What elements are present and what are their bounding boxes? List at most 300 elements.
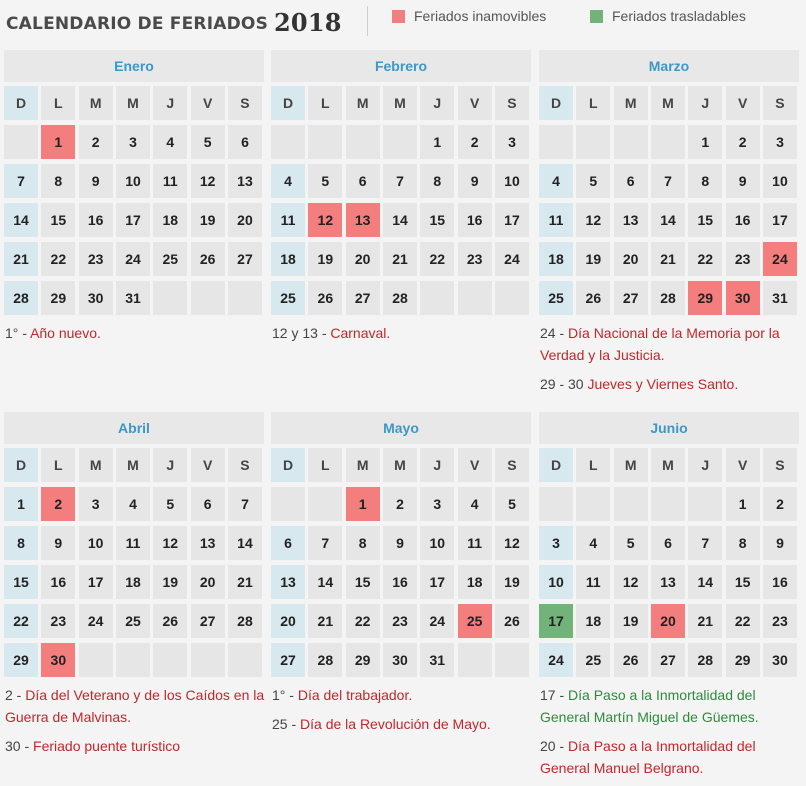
day-cell: 17	[116, 203, 150, 237]
day-cell: 28	[651, 281, 685, 315]
day-cell: 9	[383, 526, 417, 560]
holiday-day: 29	[688, 281, 722, 315]
day-cell: 11	[539, 203, 573, 237]
day-cell: 8	[420, 164, 454, 198]
legend-label: Feriados inamovibles	[414, 8, 547, 24]
empty-cell	[495, 643, 529, 677]
day-cell: 7	[228, 487, 262, 521]
weekday-header: S	[228, 448, 262, 482]
day-cell: 4	[458, 487, 492, 521]
note-text: Día del trabajador.	[297, 687, 413, 703]
day-cell: 21	[383, 242, 417, 276]
weekday-header: D	[271, 86, 305, 120]
day-cell: 14	[228, 526, 262, 560]
day-cell: 5	[308, 164, 342, 198]
day-cell: 15	[346, 565, 380, 599]
weekday-header: M	[614, 448, 648, 482]
day-cell: 8	[726, 526, 760, 560]
day-cell: 2	[383, 487, 417, 521]
day-cell: 29	[41, 281, 75, 315]
day-cell: 8	[41, 164, 75, 198]
holiday-day: 30	[41, 643, 75, 677]
day-cell: 11	[116, 526, 150, 560]
note-date: 1° -	[5, 325, 31, 341]
day-cell: 1	[688, 125, 722, 159]
month-title: Mayo	[271, 412, 531, 444]
weekday-header: S	[495, 86, 529, 120]
weekday-header: L	[308, 86, 342, 120]
month-abril	[4, 412, 264, 677]
empty-cell	[576, 487, 610, 521]
day-cell: 6	[651, 526, 685, 560]
day-cell: 13	[614, 203, 648, 237]
weekday-header: D	[271, 448, 305, 482]
empty-cell	[228, 281, 262, 315]
weekday-header: J	[688, 448, 722, 482]
empty-cell	[458, 643, 492, 677]
day-cell: 18	[458, 565, 492, 599]
weekday-header: M	[651, 448, 685, 482]
legend-inamovibles	[392, 8, 546, 24]
holiday-note	[540, 684, 804, 728]
weekday-header: J	[153, 86, 187, 120]
day-cell: 7	[688, 526, 722, 560]
day-cell: 8	[4, 526, 38, 560]
weekday-header: S	[495, 448, 529, 482]
empty-cell	[153, 281, 187, 315]
weekday-header: S	[763, 86, 797, 120]
note-text: Día del Veterano y de los Caídos en la Guerra de Malvinas.	[5, 687, 265, 725]
note-text: Carnaval.	[330, 325, 391, 341]
day-cell: 15	[4, 565, 38, 599]
day-cell: 5	[153, 487, 187, 521]
weekday-header: D	[4, 448, 38, 482]
day-cell: 27	[228, 242, 262, 276]
empty-cell	[191, 643, 225, 677]
note-date: 25 -	[272, 716, 301, 732]
month-title: Febrero	[271, 50, 531, 82]
weekday-header: V	[458, 448, 492, 482]
month-grid	[539, 86, 799, 315]
day-cell: 18	[539, 242, 573, 276]
day-cell: 30	[763, 643, 797, 677]
weekday-header: L	[308, 448, 342, 482]
holiday-note	[272, 684, 536, 706]
day-cell: 29	[4, 643, 38, 677]
month-grid	[539, 448, 799, 677]
weekday-header: D	[4, 86, 38, 120]
day-cell: 3	[420, 487, 454, 521]
empty-cell	[308, 487, 342, 521]
holiday-note	[540, 322, 804, 366]
day-cell: 21	[228, 565, 262, 599]
day-cell: 25	[271, 281, 305, 315]
header	[0, 0, 806, 44]
day-cell: 4	[271, 164, 305, 198]
day-cell: 4	[576, 526, 610, 560]
day-cell: 31	[763, 281, 797, 315]
holiday-note	[5, 735, 269, 757]
weekday-header: L	[576, 86, 610, 120]
day-cell: 12	[191, 164, 225, 198]
day-cell: 18	[576, 604, 610, 638]
day-cell: 9	[726, 164, 760, 198]
day-cell: 14	[688, 565, 722, 599]
empty-cell	[191, 281, 225, 315]
weekday-header: V	[726, 448, 760, 482]
holiday-day: 1	[346, 487, 380, 521]
day-cell: 16	[79, 203, 113, 237]
empty-cell	[228, 643, 262, 677]
month-grid	[271, 86, 531, 315]
day-cell: 31	[420, 643, 454, 677]
empty-cell	[116, 643, 150, 677]
day-cell: 22	[688, 242, 722, 276]
day-cell: 21	[688, 604, 722, 638]
empty-cell	[458, 281, 492, 315]
day-cell: 12	[614, 565, 648, 599]
note-text: Día Paso a la Inmortalidad del General Martín Miguel de Güemes.	[540, 687, 759, 725]
day-cell: 29	[726, 643, 760, 677]
note-date: 1° -	[272, 687, 298, 703]
weekday-header: J	[420, 448, 454, 482]
day-cell: 5	[191, 125, 225, 159]
day-cell: 3	[79, 487, 113, 521]
day-cell: 6	[346, 164, 380, 198]
weekday-header: M	[79, 86, 113, 120]
day-cell: 9	[79, 164, 113, 198]
weekday-header: J	[420, 86, 454, 120]
holiday-day: 1	[41, 125, 75, 159]
title-text: CALENDARIO DE FERIADOS	[6, 14, 269, 34]
month-enero	[4, 50, 264, 315]
holiday-note	[5, 322, 269, 344]
holiday-notes	[272, 322, 536, 351]
empty-cell	[420, 281, 454, 315]
day-cell: 19	[153, 565, 187, 599]
month-junio	[539, 412, 799, 677]
day-cell: 2	[726, 125, 760, 159]
legend-label: Feriados trasladables	[612, 8, 746, 24]
day-cell: 21	[651, 242, 685, 276]
weekday-header: M	[116, 448, 150, 482]
day-cell: 17	[79, 565, 113, 599]
holiday-day: 30	[726, 281, 760, 315]
holiday-day: 12	[308, 203, 342, 237]
holiday-day: 24	[763, 242, 797, 276]
day-cell: 10	[495, 164, 529, 198]
empty-cell	[576, 125, 610, 159]
day-cell: 21	[308, 604, 342, 638]
day-cell: 5	[614, 526, 648, 560]
day-cell: 15	[726, 565, 760, 599]
day-cell: 11	[576, 565, 610, 599]
weekday-header: L	[41, 448, 75, 482]
day-cell: 18	[271, 242, 305, 276]
day-cell: 11	[153, 164, 187, 198]
note-date: 12 y 13 -	[272, 325, 331, 341]
month-grid	[271, 448, 531, 677]
day-cell: 7	[4, 164, 38, 198]
day-cell: 16	[763, 565, 797, 599]
note-date: 20 -	[540, 738, 569, 754]
day-cell: 20	[271, 604, 305, 638]
note-date: 30 -	[5, 738, 34, 754]
day-cell: 3	[495, 125, 529, 159]
weekday-header: V	[191, 448, 225, 482]
empty-cell	[308, 125, 342, 159]
holiday-notes	[540, 322, 804, 402]
day-cell: 11	[458, 526, 492, 560]
note-text: Feriado puente turístico	[33, 738, 181, 754]
day-cell: 13	[191, 526, 225, 560]
day-cell: 26	[614, 643, 648, 677]
day-cell: 24	[116, 242, 150, 276]
day-cell: 29	[346, 643, 380, 677]
weekday-header: M	[79, 448, 113, 482]
month-grid	[4, 86, 264, 315]
day-cell: 21	[4, 242, 38, 276]
day-cell: 27	[346, 281, 380, 315]
day-cell: 23	[763, 604, 797, 638]
day-cell: 23	[726, 242, 760, 276]
day-cell: 14	[651, 203, 685, 237]
note-date: 29 - 30	[540, 376, 588, 392]
day-cell: 9	[763, 526, 797, 560]
month-title: Enero	[4, 50, 264, 82]
empty-cell	[614, 125, 648, 159]
day-cell: 19	[495, 565, 529, 599]
day-cell: 6	[191, 487, 225, 521]
empty-cell	[271, 125, 305, 159]
empty-cell	[539, 125, 573, 159]
weekday-header: V	[458, 86, 492, 120]
month-mayo	[271, 412, 531, 677]
holiday-notes	[5, 684, 269, 764]
day-cell: 17	[420, 565, 454, 599]
empty-cell	[539, 487, 573, 521]
note-text: Jueves y Viernes Santo.	[587, 376, 739, 392]
day-cell: 15	[420, 203, 454, 237]
day-cell: 24	[79, 604, 113, 638]
note-date: 2 -	[5, 687, 26, 703]
holiday-notes	[272, 684, 536, 742]
day-cell: 28	[688, 643, 722, 677]
header-divider	[367, 6, 368, 36]
month-title: Junio	[539, 412, 799, 444]
month-marzo	[539, 50, 799, 315]
month-title: Abril	[4, 412, 264, 444]
month-grid	[4, 448, 264, 677]
empty-cell	[271, 487, 305, 521]
day-cell: 25	[116, 604, 150, 638]
day-cell: 14	[383, 203, 417, 237]
day-cell: 20	[346, 242, 380, 276]
weekday-header: S	[228, 86, 262, 120]
day-cell: 6	[228, 125, 262, 159]
day-cell: 10	[420, 526, 454, 560]
day-cell: 27	[614, 281, 648, 315]
day-cell: 11	[271, 203, 305, 237]
empty-cell	[346, 125, 380, 159]
empty-cell	[4, 125, 38, 159]
note-text: Día Paso a la Inmortalidad del General Manuel Belgrano.	[540, 738, 756, 776]
day-cell: 8	[346, 526, 380, 560]
day-cell: 16	[458, 203, 492, 237]
day-cell: 30	[79, 281, 113, 315]
day-cell: 18	[116, 565, 150, 599]
day-cell: 25	[153, 242, 187, 276]
day-cell: 15	[688, 203, 722, 237]
day-cell: 18	[153, 203, 187, 237]
day-cell: 16	[383, 565, 417, 599]
empty-cell	[651, 487, 685, 521]
weekday-header: M	[614, 86, 648, 120]
day-cell: 27	[271, 643, 305, 677]
empty-cell	[688, 487, 722, 521]
day-cell: 24	[495, 242, 529, 276]
empty-cell	[651, 125, 685, 159]
day-cell: 22	[4, 604, 38, 638]
day-cell: 20	[191, 565, 225, 599]
day-cell: 17	[763, 203, 797, 237]
day-cell: 19	[576, 242, 610, 276]
day-cell: 20	[228, 203, 262, 237]
day-cell: 8	[688, 164, 722, 198]
holiday-day: 13	[346, 203, 380, 237]
day-cell: 12	[576, 203, 610, 237]
empty-cell	[383, 125, 417, 159]
day-cell: 1	[420, 125, 454, 159]
day-cell: 26	[308, 281, 342, 315]
day-cell: 9	[458, 164, 492, 198]
day-cell: 23	[79, 242, 113, 276]
day-cell: 16	[41, 565, 75, 599]
day-cell: 28	[4, 281, 38, 315]
day-cell: 3	[116, 125, 150, 159]
weekday-header: M	[651, 86, 685, 120]
weekday-header: L	[41, 86, 75, 120]
day-cell: 23	[458, 242, 492, 276]
day-cell: 23	[41, 604, 75, 638]
day-cell: 28	[383, 281, 417, 315]
day-cell: 28	[308, 643, 342, 677]
day-cell: 24	[539, 643, 573, 677]
note-text: Día Nacional de la Memoria por la Verdad y la Justicia.	[540, 325, 780, 363]
empty-cell	[614, 487, 648, 521]
day-cell: 16	[726, 203, 760, 237]
weekday-header: J	[153, 448, 187, 482]
note-text: Día de la Revolución de Mayo.	[300, 716, 491, 732]
weekday-header: M	[383, 448, 417, 482]
day-cell: 10	[539, 565, 573, 599]
day-cell: 12	[153, 526, 187, 560]
empty-cell	[153, 643, 187, 677]
weekday-header: M	[346, 448, 380, 482]
day-cell: 2	[763, 487, 797, 521]
holiday-note	[540, 735, 804, 779]
weekday-header: D	[539, 448, 573, 482]
holiday-notes	[540, 684, 804, 786]
weekday-header: J	[688, 86, 722, 120]
month-febrero	[271, 50, 531, 315]
empty-cell	[495, 281, 529, 315]
day-cell: 22	[346, 604, 380, 638]
holiday-day: 17	[539, 604, 573, 638]
day-cell: 25	[576, 643, 610, 677]
day-cell: 22	[726, 604, 760, 638]
holiday-notes	[5, 322, 269, 351]
holiday-note	[272, 713, 536, 735]
holiday-note	[272, 322, 536, 344]
day-cell: 24	[420, 604, 454, 638]
day-cell: 10	[116, 164, 150, 198]
day-cell: 4	[116, 487, 150, 521]
day-cell: 26	[191, 242, 225, 276]
day-cell: 14	[308, 565, 342, 599]
day-cell: 3	[539, 526, 573, 560]
holiday-note	[540, 373, 804, 395]
day-cell: 6	[271, 526, 305, 560]
day-cell: 7	[383, 164, 417, 198]
day-cell: 22	[41, 242, 75, 276]
legend-swatch-green	[590, 10, 603, 23]
day-cell: 4	[539, 164, 573, 198]
note-date: 17 -	[540, 687, 569, 703]
day-cell: 17	[495, 203, 529, 237]
legend-trasladables	[590, 8, 746, 24]
weekday-header: M	[383, 86, 417, 120]
day-cell: 20	[614, 242, 648, 276]
day-cell: 6	[614, 164, 648, 198]
day-cell: 19	[614, 604, 648, 638]
weekday-header: V	[191, 86, 225, 120]
day-cell: 1	[726, 487, 760, 521]
day-cell: 4	[153, 125, 187, 159]
holiday-day: 20	[651, 604, 685, 638]
day-cell: 27	[651, 643, 685, 677]
title-year: 2018	[274, 8, 342, 37]
day-cell: 13	[271, 565, 305, 599]
note-date: 24 -	[540, 325, 569, 341]
day-cell: 5	[576, 164, 610, 198]
weekday-header: L	[576, 448, 610, 482]
weekday-header: S	[763, 448, 797, 482]
weekday-header: V	[726, 86, 760, 120]
page-title	[6, 6, 342, 35]
day-cell: 9	[41, 526, 75, 560]
weekday-header: D	[539, 86, 573, 120]
note-text: Año nuevo.	[30, 325, 101, 341]
day-cell: 26	[495, 604, 529, 638]
day-cell: 12	[495, 526, 529, 560]
day-cell: 30	[383, 643, 417, 677]
day-cell: 2	[79, 125, 113, 159]
weekday-header: M	[116, 86, 150, 120]
month-title: Marzo	[539, 50, 799, 82]
day-cell: 27	[191, 604, 225, 638]
day-cell: 23	[383, 604, 417, 638]
day-cell: 3	[763, 125, 797, 159]
legend-swatch-red	[392, 10, 405, 23]
day-cell: 28	[228, 604, 262, 638]
day-cell: 10	[763, 164, 797, 198]
holiday-note	[5, 684, 269, 728]
empty-cell	[79, 643, 113, 677]
day-cell: 10	[79, 526, 113, 560]
holiday-day: 25	[458, 604, 492, 638]
day-cell: 26	[153, 604, 187, 638]
